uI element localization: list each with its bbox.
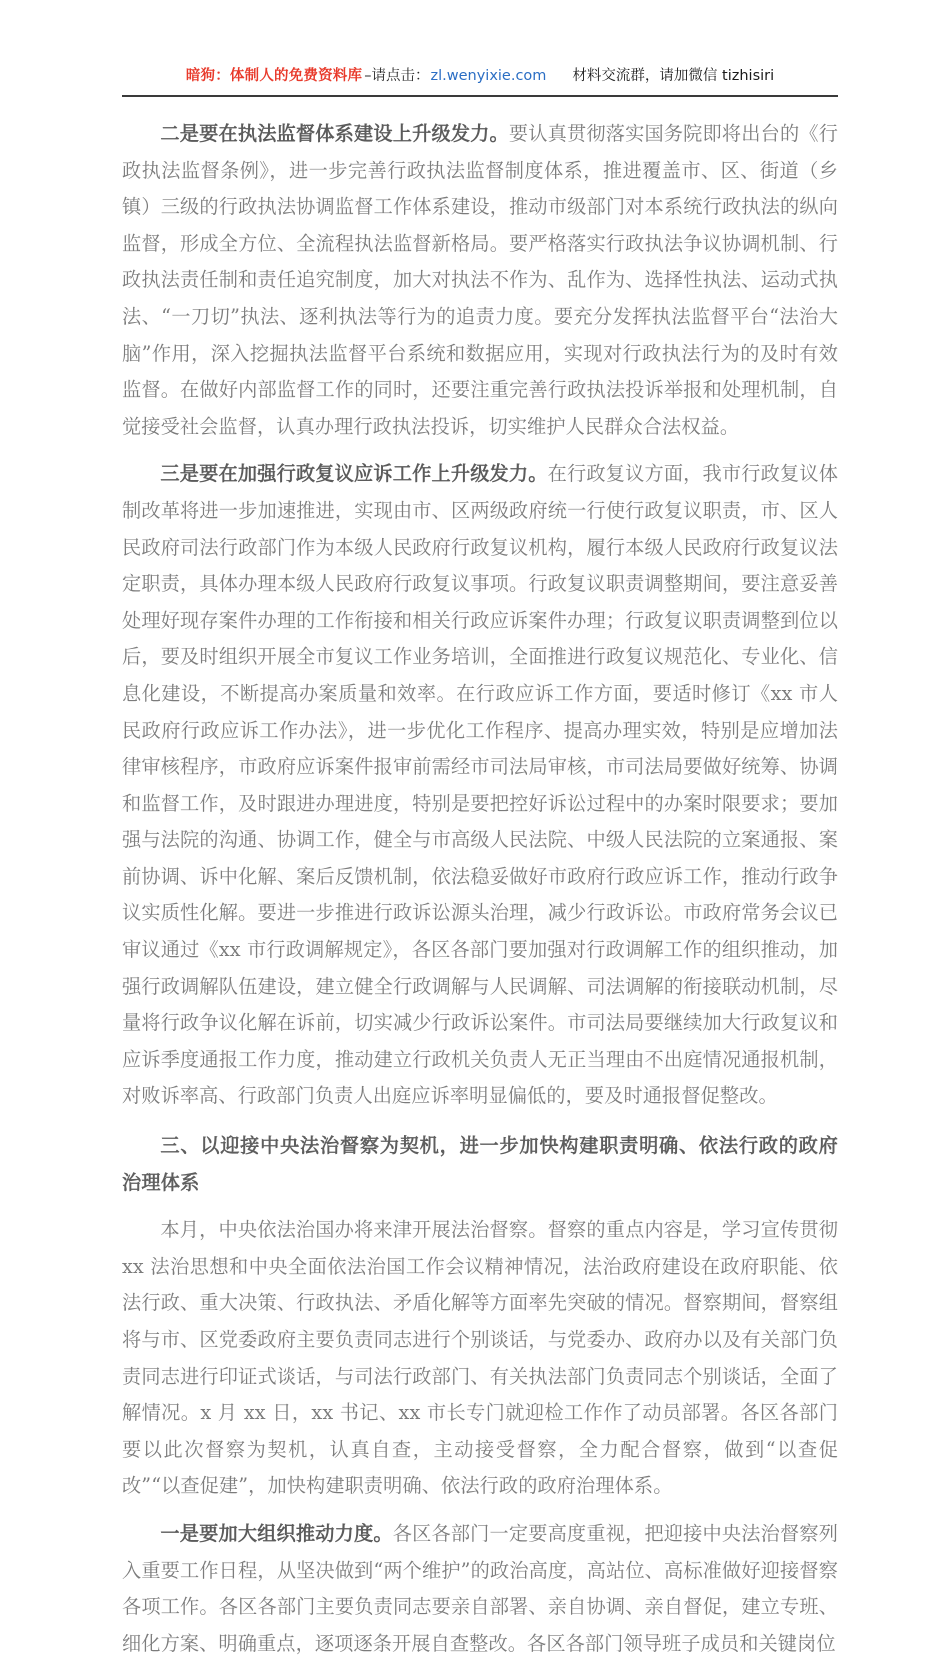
paragraph-lead-in: 二是要在执法监督体系建设上升级发力。 <box>160 122 509 145</box>
promo-site-link[interactable]: zl.wenyixie.com <box>430 68 547 85</box>
paragraph-section-three-intro <box>122 1212 838 1505</box>
section-heading-three: 三、以迎接中央法治督察为契机，进一步加快构建职责明确、依法行政的政府治理体系 <box>122 1134 838 1194</box>
promo-banner <box>122 62 838 92</box>
paragraph-section-three-point-one <box>122 1516 838 1662</box>
header-divider <box>122 95 838 97</box>
paragraph-text: 在行政复议方面，我市行政复议体制改革将进一步加速推进，实现由市、区两级政府统一行使行政复议职责，市、区人民政府司法行政部门作为本级人民政府行政复议机构，履行本级人民政府行政复议法定职责，具体办理本级人民政府行政复议事项。行政复议职责调整期间，要注意妥善处理好现存案件办理的工作衔接和相关行政应诉案件办理；行政复议职责调整到位以后，要及时组织开展全市复议工作业务培训，全面推进行政复议规范化、专业化、信息化建设，不断提高办案质量和效率。在行政应诉工作方面，要适时修订《xx 市人民政府行政应诉工作办法》，进一步优化工作程序、提高办理实效，特别是应增加法律审核程序，市政府应诉案件报审前需经市司法局审核，市司法局要做好统筹、协调和监督工作，及时跟进办理进度，特别是要把控好诉讼过程中的办案时限要求；要加强与法院的沟通、协调工作，健全与市高级人民法院、中级人民法院的立案通报、案前协调、诉中化解、案后反馈机制，依法稳妥做好市政府行政应诉工作，推动行政争议实质性化解。要进一步推进行政诉讼源头治理，减少行政诉讼。市政府常务会议已审议通过《xx 市行政调解规定》，各区各部门要加强对行政调解工作的组织推动，加强行政调解队伍建设，建立健全行政调解与人民调解、司法调解的衔接联动机制，尽量将行政争议化解在诉前，切实减少行政诉讼案件。市司法局要继续加大行政复议和应诉季度通报工作力度，推动建立行政机关负责人无正当理由不出庭情况通报机制，对败诉率高、行政部门负责人出庭应诉率明显偏低的，要及时通报督促整改。 <box>122 462 839 1108</box>
paragraph-section-two-point-three <box>122 456 838 1115</box>
paragraph-text: 本月，中央依法治国办将来津开展法治督察。督察的重点内容是，学习宣传贯彻 xx 法治思想和中央全面依法治国工作会议精神情况，法治政府建设在政府职能、依法行政、重大决策、行政执法、矛盾化解等方面率先突破的情况。督察期间，督察组将与市、区党委政府主要负责同志进行个别谈话，与党委办、政府办以及有关部门负责同志进行印证式谈话，与司法行政部门、有关执法部门负责同志个别谈话，全面了解情况。x 月 xx 日，xx 书记、xx 市长专门就迎检工作作了动员部署。各区各部门要以此次督察为契机，认真自查，主动接受督察，全力配合督察，做到“以查促改”“以查促建”，加快构建职责明确、依法行政的政府治理体系。 <box>122 1218 838 1498</box>
promo-brand-text: 暗狗：体制人的免费资料库 <box>185 68 363 85</box>
promo-cta-text: –请点击： <box>364 68 430 85</box>
document-body <box>122 116 838 1662</box>
paragraph-lead-in: 一是要加大组织推动力度。 <box>160 1521 393 1545</box>
paragraph-text: 要认真贯彻落实国务院即将出台的《行政执法监督条例》，进一步完善行政执法监督制度体系，推进覆盖市、区、街道（乡镇）三级的行政执法协调监督工作体系建设，推动市级部门对本系统行政执法的纵向监督，形成全方位、全流程执法监督新格局。要严格落实行政执法争议协调机制、行政执法责任制和责任追究制度，加大对执法不作为、乱作为、选择性执法、运动式执法、“一刀切”执法、逐利执法等行为的追责力度。要充分发挥执法监督平台“法治大脑”作用，深入挖掘执法监督平台系统和数据应用，实现对行政执法行为的及时有效监督。在做好内部监督工作的同时，还要注重完善行政执法投诉举报和处理机制，自觉接受社会监督，认真办理行政执法投诉，切实维护人民群众合法权益。 <box>122 122 838 438</box>
promo-wechat-text: 材料交流群，请加微信 tizhisiri <box>572 68 775 85</box>
paragraph-lead-in: 三是要在加强行政复议应诉工作上升级发力。 <box>160 462 548 486</box>
paragraph-section-two-point-two <box>122 116 838 445</box>
paragraph-text: 各区各部门一定要高度重视，把迎接中央法治督察列入重要工作日程，从坚决做到“两个维护”的政治高度，高站位、高标准做好迎接督察各项工作。各区各部门主要负责同志要亲自部署、亲自协调、亲自督促，建立专班、细化方案、明确重点，逐项逐条开展自查整改。各区各部门领导班子成员和关键岗位 <box>122 1521 838 1655</box>
